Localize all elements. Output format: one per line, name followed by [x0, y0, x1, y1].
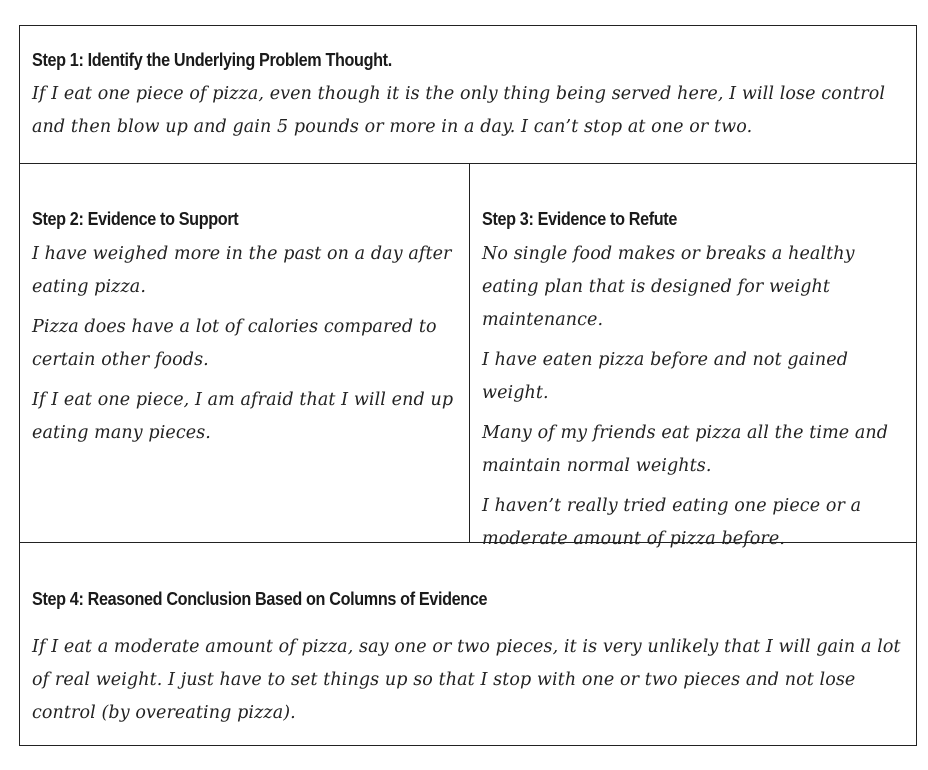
step2-evidence-item: If I eat one piece, I am afraid that I will end up eating many pieces.: [32, 390, 454, 443]
step2-evidence-item: Pizza does have a lot of calories compared to certain other foods.: [32, 317, 437, 370]
step4-heading: Step 4: Reasoned Conclusion Based on Columns of Evidence: [32, 589, 488, 609]
step1-section: [20, 26, 916, 164]
step3-evidence-item: I have eaten pizza before and not gained weight.: [482, 350, 849, 403]
step3-column: [470, 164, 918, 549]
step2-heading: Step 2: Evidence to Support: [32, 209, 239, 229]
step2-evidence-list: [32, 238, 462, 457]
step3-evidence-item: I haven’t really tried eating one piece or a moderate amount of pizza before.: [482, 496, 862, 549]
step1-heading: Step 1: Identify the Underlying Problem Thought.: [32, 50, 392, 70]
step2-evidence-item: I have weighed more in the past on a day after eating pizza.: [32, 244, 452, 297]
step1-text: If I eat one piece of pizza, even though it is the only thing being served here, I will lose control and then blow up and gain 5 pounds or more in a day. I can’t stop at one or two.: [32, 84, 886, 137]
step3-evidence-item: No single food makes or breaks a healthy eating plan that is designed for weight maintenance.: [482, 244, 855, 330]
step3-evidence-list: [482, 238, 912, 563]
cognitive-worksheet: [19, 25, 917, 746]
step3-heading: Step 3: Evidence to Refute: [482, 209, 677, 229]
step3-evidence-item: Many of my friends eat pizza all the time and maintain normal weights.: [482, 423, 889, 476]
step2-column: [20, 164, 470, 542]
step4-text: If I eat a moderate amount of pizza, say one or two pieces, it is very unlikely that I will gain a lot of real weight. I just have to set things up so that I stop with one or two pieces and not lose control (by overeating pizza).: [32, 637, 901, 723]
evidence-section: [20, 164, 916, 549]
step4-section: [20, 543, 916, 747]
